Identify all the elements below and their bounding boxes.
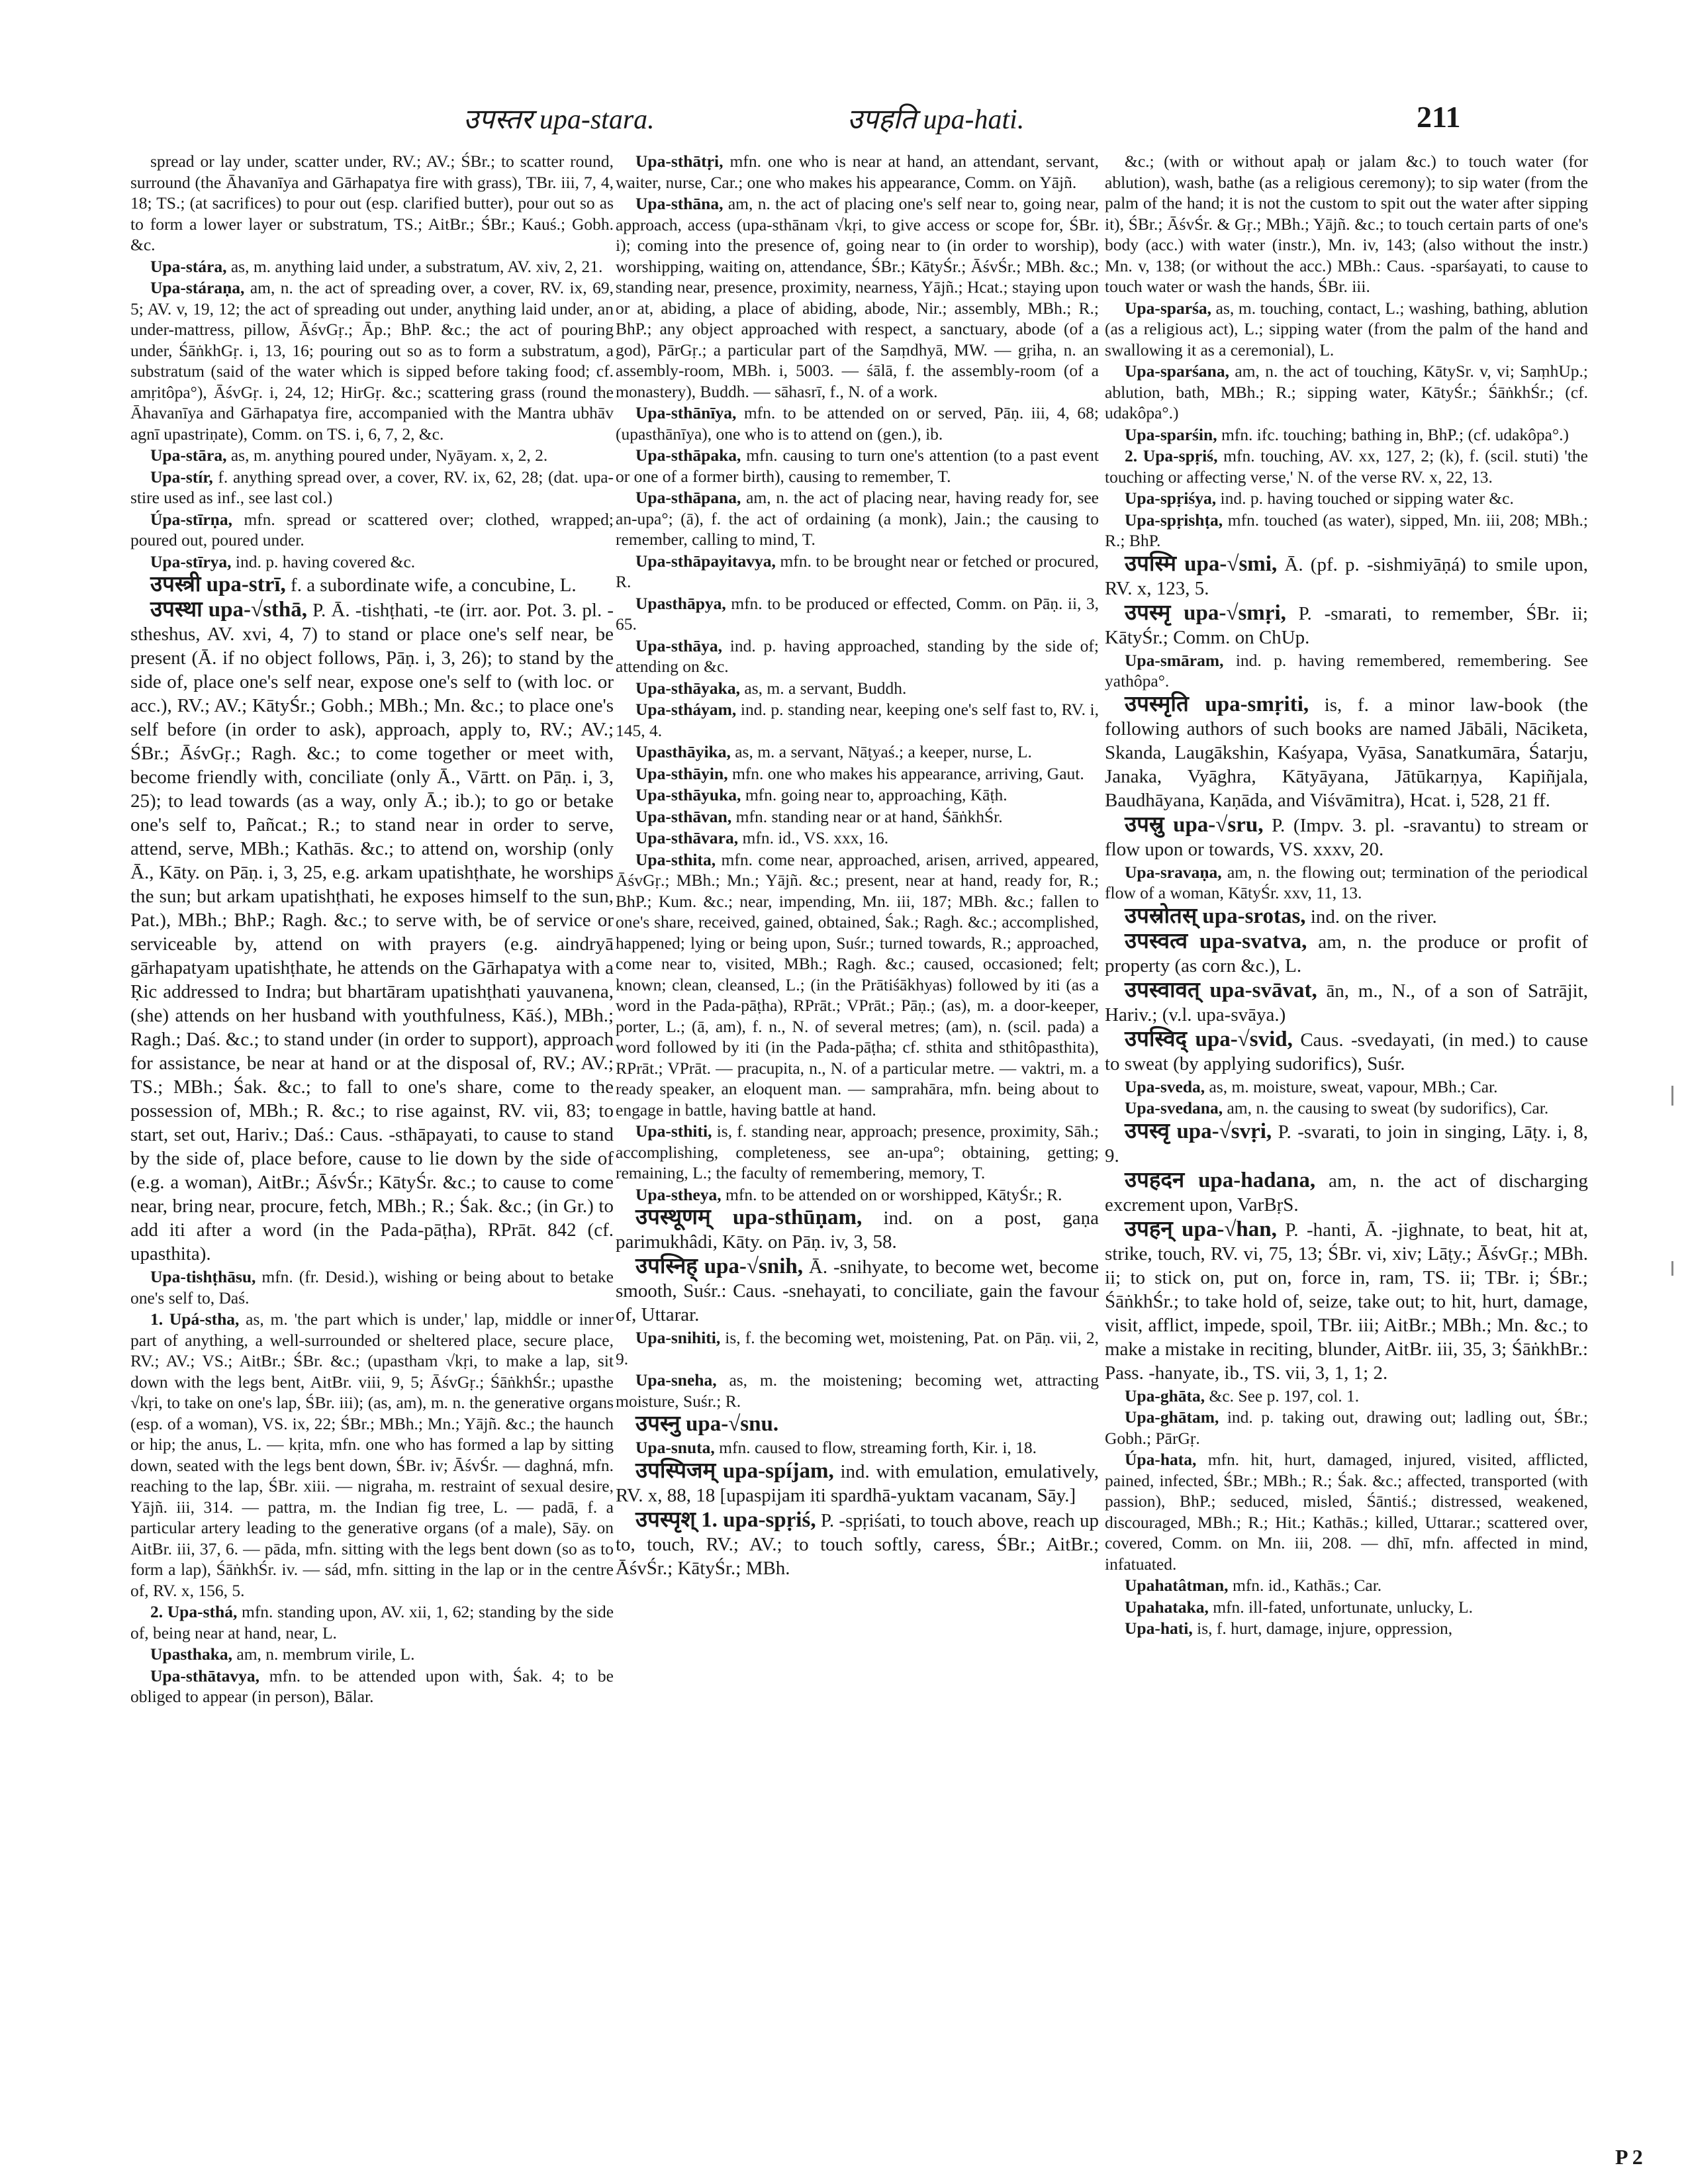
entry-definition: am, n. the act of placing one's self near to, going near, approach, access (upa-sthānam √kṛi, to give access or scope for, ŚBr. i); coming into the presence of, going near to (in order to worship), worshipping, waiting on, attendance, ŚBr.; KātyŚr.; ĀśvŚr.; MBh. &c.; standing near, presence, proximity, nearness, Yājñ.; Hcat.; staying upon or at, abiding, a place of abiding, abode, Nir.; assembly, MBh.; R.; BhP.; any object approached with respect, a sanctuary, abode (of a god), PārGṛ.; a particular part of the Saṃdhyā, MW. — gṛiha, n. an assembly-room, MBh. i, 5003. — śālā, f. the assembly-room (of a monastery), Buddh. — sāhasrī, f., N. of a work. [616,194,1099,401]
entry-definition: am, n. the act of placing near, having ready for, see an-upa°; (ā), f. the act of ordaining (a monk), Jain.; the causing to remember, calling to mind, T. [616,488,1099,549]
entry-definition: P. (Impv. 3. pl. -sravantu) to stream or flow upon or towards, VS. xxxv, 20. [1105,814,1588,860]
entry-headword: उपस्मृति upa-smṛiti, [1125,692,1309,716]
dictionary-entry [616,1255,1099,1327]
entry-headword: Upa-sparśana, [1125,361,1229,381]
entry-headword: Upa-sthāna, [635,194,724,213]
entry-headword: Upa-sthāyaka, [635,678,740,698]
dictionary-entry [1105,692,1588,812]
signature-mark: P 2 [1615,2145,1643,2169]
entry-definition: ind. on a post, gaṇa parimukhâdi, Kāty. on Pāṇ. iv, 3, 58. [616,1208,1099,1253]
dictionary-entry [1105,978,1588,1027]
entry-definition: mfn. ill-fated, unfortunate, unlucky, L. [1213,1597,1473,1617]
entry-headword: उपस्रोतस् upa-srotas, [1125,904,1306,928]
entry-definition: am, n. the flowing out; termination of the periodical flow of a woman, KātyŚr. xxv, 11, 13. [1105,862,1588,902]
entry-definition: mfn. to be brought near or fetched or procured, R. [616,551,1099,591]
dictionary-entry [1105,1407,1588,1448]
entry-definition: ān, m., N., of a son of Satrājit, Hariv.; (v.l. upa-svāya.) [1105,980,1588,1025]
entry-definition: am, n. membrum virile, L. [236,1644,415,1664]
dictionary-entry [616,1206,1099,1254]
entry-definition: P. Ā. -tishṭhati, -te (irr. aor. Pot. 3. pl. -stheshus, AV. xvi, 4, 7) to stand or place one's self near, be present (Ā. if no object follows, Pāṇ. i, 3, 26); to stand by the side of, place one's self near, expose one's self to (with loc. or acc.), RV.; AV.; KātyŚr.; Gobh.; MBh.; Mn. &c.; to place one's self before (in order to ask), approach, apply to, RV.; AV.; ŚBr.; ĀśvGṛ.; Ragh. &c.; to come together or meet with, become friendly with, conciliate (only Ā., Vārtt. on Pāṇ. i, 3, 25); to lead towards (as a way, only Ā.; ib.); to go or betake one's self to, Pañcat.; R.; to stand near in order to serve, attend, serve, MBh.; Kathās. &c.; to attend on, worship (only Ā., Kāty. on Pāṇ. i, 3, 25, e.g. arkam upatishṭhate, he worships the sun; but arkam upatishṭhati, he exposes himself to the sun, Pat.), MBh.; BhP.; Ragh. &c.; to serve with, be of service or serviceable by, attend on with prayers (e.g. aindryā gārhapatyam upatishṭhate, he attends on the Gārhapatya with a Ṛic addressed to Indra; but bhartāram upatishṭhati yauvanena, (she) attends on her husband with youthfulness, Kāś.), MBh.; Ragh.; Daś. &c.; to stand under (in order to support), approach for assistance, be near at hand or at the disposal of, RV.; AV.; TS.; MBh.; Śak. &c.; to fall to one's share, come to the possession of, MBh.; R. &c.; to rise against, RV. vii, 83; to start, set out, Hariv.; Daś.: Caus. -sthāpayati, to cause to stand by the side of, place before, cause to lie down by the side of (e.g. a woman), AitBr.; ĀśvŚr.; KātyŚr. &c.; to cause to come near, bring near, procure, fetch, MBh.; R.; Śak. &c.; (in Gr.) to add iti after a word (in the Pada-pāṭha), RPrāt. 842 (cf. upasthita). [130,600,614,1264]
dictionary-entry [130,1666,614,1707]
dictionary-entry [130,1601,614,1643]
entry-headword: Upa-snihiti, [635,1328,721,1347]
entry-definition: mfn. one who is near at hand, an attendant, servant, waiter, nurse, Car.; one who makes his appearance, Comm. on Yājñ. [616,152,1099,192]
entry-definition: P. -spṛiśati, to touch above, reach up to, touch, RV.; AV.; to touch softly, caress, ŚBr.; AitBr.; ĀśvŚr.; KātyŚr.; MBh. [616,1509,1099,1579]
entry-headword: 2. Upa-sthá, [150,1602,238,1621]
dictionary-entry [1105,904,1588,929]
running-header [463,99,1655,146]
dictionary-entry [616,403,1099,444]
entry-definition: spread or lay under, scatter under, RV.; AV.; ŚBr.; to scatter round, surround (the Āhavanīya and Gārhapatya fire with grass), TBr. iii, 7, 4, 18; TS.; (at sacrifices) to pour out (esp. clarified butter), pour out so as to form a lower layer or substratum, TS.; AitBr.; ŚBr.; Kauś.; Gobh. &c. [130,152,614,254]
entry-definition: as, m. a servant, Buddh. [744,678,907,698]
scan-mark [1671,1261,1673,1276]
dictionary-entry [1105,298,1588,361]
dictionary-entry [1105,1076,1588,1098]
entry-headword: Upa-sthāya, [635,636,723,655]
dictionary-entry [130,151,614,256]
entry-definition: f. anything spread over, a cover, RV. ix, 62, 28; (dat. upa-stire used as inf., see last col.) [130,467,614,507]
dictionary-entry [616,806,1099,828]
header-left-guide-word: उपस्तर upa-stara. [463,105,655,135]
dictionary-entry [616,741,1099,763]
entry-definition: mfn. causing to turn one's attention (to a past event or one of a former birth), causing to remember, T. [616,446,1099,486]
entry-headword: Upa-stīrya, [150,551,232,571]
dictionary-entry [130,598,614,1266]
dictionary-entry [616,828,1099,849]
dictionary-entry [616,699,1099,741]
entry-definition: mfn. one who makes his appearance, arriving, Gaut. [731,763,1084,783]
entry-definition: as, m. anything laid under, a substratum, AV. xiv, 2, 21. [230,256,603,276]
dictionary-entry [616,1508,1099,1580]
entry-definition: mfn. id., VS. xxx, 16. [742,828,889,847]
entry-headword: Upa-sthāpana, [635,488,741,507]
entry-definition: ind. p. standing near, keeping one's self fast to, RV. i, 145, 4. [616,700,1099,740]
entry-definition: ind. with emulation, emulatively, RV. x, 88, 18 [upaspijam iti spardhā-yuktam vacanam, Sāy.] [616,1460,1099,1506]
entry-definition: mfn. come near, approached, arisen, arrived, appeared, ĀśvGṛ.; MBh.; Mn.; Yājñ. &c.; present, near at hand, ready for, R.; BhP.; Kum. &c.; near, impending, Mn. iii, 187; MBh. &c.; fallen to one's share, received, gained, obtained, Śak.; Ragh. &c.; accomplished, happened; lying or being upon, Suśr.; turned towards, R.; approached, come near to, visited, MBh.; Ragh. &c.; caused, occasioned; felt; known; clean, cleansed, L.; (in the Prātiśākhyas) followed by iti (as a word in the Pada-pāṭha), RPrāt.; VPrāt.; Pāṇ.; (as), m. a door-keeper, porter, L.; (ā, am), f. n., N. of several metres; (am), n. (scil. pada) a word followed by iti (in the Pada-pāṭha; cf. sthita and sthitôpasthita), RPrāt.; VPrāt. — pracupita, n., N. of a particular metre. — vaktri, m. a ready speaker, an eloquent man. — samprahāra, mfn. being about to engage in battle, having battle at hand. [616,849,1099,1119]
dictionary-entry [1105,1597,1588,1618]
entry-headword: Upa-sparśin, [1125,424,1217,444]
entry-definition: P. -smarati, to remember, ŚBr. ii; KātyŚr.; Comm. on ChUp. [1105,602,1588,648]
entry-headword: उपहदन upa-hadana, [1125,1168,1316,1192]
entry-headword: Upa-stára, [150,256,227,276]
dictionary-entry [1105,813,1588,861]
entry-definition: as, m. a servant, Nāṭyaś.; a keeper, nurse, L. [735,742,1032,761]
entry-definition: Caus. -svedayati, (in med.) to cause to sweat (by applying sudorifics), Suśr. [1105,1029,1588,1074]
entry-headword: Upa-smāram, [1125,650,1224,670]
entry-headword: 1. Upá-stha, [150,1309,240,1329]
dictionary-entry [130,445,614,466]
dictionary-entry [130,551,614,573]
dictionary-entry [1105,1168,1588,1217]
entry-definition: as, m. the moistening; becoming wet, attracting moisture, Suśr.; R. [616,1370,1099,1411]
entry-headword: उपस्मि upa-√smi, [1125,551,1278,576]
entry-definition: P. -svarati, to join in singing, Lāṭy. i, 8, 9. [1105,1121,1588,1166]
entry-definition: is, f. hurt, damage, injure, oppression, [1197,1619,1453,1638]
entry-headword: उपस्नु upa-√snu. [635,1412,779,1436]
entry-headword: उपस्था upa-√sthā, [150,598,307,622]
dictionary-entry [130,1266,614,1308]
dictionary-entry [1105,1027,1588,1076]
dictionary-entry [1105,1098,1588,1119]
entry-headword: Úpa-hata, [1125,1450,1197,1469]
entry-definition: mfn. hit, hurt, damaged, injured, visited, afflicted, pained, infected, ŚBr.; MBh.; R.; Śak. &c.; affected, transported (with passion), BhP.; seduced, misled, Śāntiś.; distressed, weakened, discouraged, MBh.; R.; Hit.; Kathās.; killed, Uttarar.; scattered over, covered, Comm. on Mn. iii, 208. — dhī, mfn. affected in mind, infatuated. [1105,1450,1588,1574]
dictionary-entry [1105,862,1588,904]
dictionary-entry [616,593,1099,635]
entry-headword: Upa-snuta, [635,1438,715,1457]
entry-headword: Upa-tishṭhāsu, [150,1267,256,1286]
entry-headword: Upahataka, [1125,1597,1209,1617]
entry-definition: ind. p. having covered &c. [235,551,416,571]
page-number: 211 [1417,100,1461,134]
entry-headword: Upa-stír, [150,467,213,487]
dictionary-entry [1105,488,1588,509]
entry-definition: mfn. id., Kathās.; Car. [1232,1576,1382,1595]
entry-definition: mfn. standing near or at hand, ŚāṅkhŚr. [735,806,1003,826]
entry-definition: mfn. (fr. Desid.), wishing or being about to betake one's self to, Daś. [130,1267,614,1307]
dictionary-entry [130,573,614,597]
entry-definition: as, m. touching, contact, L.; washing, bathing, ablution (as a religious act), L.; sipping water (from the palm of the hand and swallowing it as a ceremonial), L. [1105,298,1588,359]
dictionary-entry [1105,424,1588,446]
entry-definition: as, m. 'the part which is under,' lap, middle or inner part of anything, a well-surrounded or sheltered place, secure place, RV.; AV.; VS.; AitBr.; ŚBr. &c.; (upastham √kṛi, to make a lap, sit down with the legs bent, AitBr. viii, 9, 5; ĀśvGṛ.; ŚāṅkhŚr.; upasthe √kṛi, to take on one's lap, ŚBr. iii); (as, am), m. n. the generative organs (esp. of a woman), VS. ix, 22; ŚBr.; MBh.; Mn.; Yājñ. &c.; the haunch or hip; the anus, L. — kṛita, mfn. one who has formed a lap by sitting down, seated with the legs bent down, ŚBr. iv; ĀśvŚr. — daghná, mfn. reaching to the lap, ŚBr. xiii. — nigraha, m. restraint of sexual desire, Yājñ. iii, 314. — pattra, m. the Indian fig tree, L. — padā, f. a particular artery leading to the generative organs (of a male), Sāy. on AitBr. iii, 37, 6. — pāda, mfn. sitting with the legs bent down (so as to form a lap), ŚāṅkhŚr. iv. — sád, mfn. sitting in the lap or in the centre of, RV. x, 156, 5. [130,1309,614,1600]
entry-headword: उपस्वत्व upa-svatva, [1125,929,1307,953]
entry-definition: mfn. caused to flow, streaming forth, Kir. i, 18. [719,1438,1037,1457]
entry-definition: mfn. to be attended on or served, Pāṇ. iii, 4, 68; (upasthānīya), one who is to attend on (gen.), ib. [616,403,1099,444]
dictionary-entry [1105,510,1588,551]
entry-definition: mfn. touching, AV. xx, 127, 2; (k), f. (scil. stuti) 'the touching or affecting verse,' N. of the verse RV. x, 22, 13. [1105,446,1588,487]
entry-definition: mfn. touched (as water), sipped, Mn. iii, 208; MBh.; R.; BhP. [1105,510,1588,550]
entry-headword: उपस्वृ upa-√svṛi, [1125,1119,1272,1143]
dictionary-entry [616,1121,1099,1184]
dictionary-entry [1105,1449,1588,1574]
entry-headword: उपस्वावत् upa-svāvat, [1125,978,1317,1002]
entry-headword: Upa-ghāta, [1125,1386,1205,1405]
entry-definition: mfn. to be attended on or worshipped, KātyŚr.; R. [726,1184,1062,1204]
dictionary-entry [1105,1217,1588,1385]
entry-headword: Upa-sthāyuka, [635,785,741,804]
entry-definition: mfn. to be produced or effected, Comm. on Pāṇ. ii, 3, 65. [616,593,1099,634]
entry-definition: P. -hanti, Ā. -jighnate, to beat, hit at, strike, touch, RV. vi, 75, 13; ŚBr. vi, xiv; Lāṭy.; ĀśvGṛ.; MBh. ii; to stick on, put on, force in, ram, TS. ii; TBr. i; ŚBr.; ŚāṅkhŚr.; to take hold of, seize, take out; to hit, hurt, damage, visit, afflict, impede, spoil, TBr. iii; AitBr.; MBh.; Mn. &c.; to make a mistake in reciting, blunder, AitBr. iii, 35, 3; ŚāṅkhBr.: Pass. -hanyate, ib., TS. vii, 3, 1, 1; 2. [1105,1219,1588,1384]
entry-headword: Upa-ghātam, [1125,1407,1219,1427]
dictionary-entry [1105,1119,1588,1168]
column-2 [616,151,1099,2134]
entry-definition: mfn. standing upon, AV. xii, 1, 62; standing by the side of, being near at hand, near, L. [130,1602,614,1642]
entry-definition: &c.; (with or without apaḥ or jalam &c.) to touch water (for ablution), wash, bathe (as a religious ceremony); to sip water (from the palm of the hand; it is not the custom to spit out the water after sipping it), ŚBr.; ĀśvŚr. & Gṛ.; MBh.; Yājñ. &c.; to touch certain parts of one's body (acc.) with water (instr.), Mn. iv, 143; (also without the instr.) Mn. v, 138; (or without the acc.) MBh.: Caus. -sparśayati, to cause to touch water or wash the hands, ŚBr. iii. [1105,152,1588,296]
entry-definition: am, n. the act of discharging excrement upon, VarBṛS. [1105,1170,1588,1215]
entry-definition: ind. p. taking out, drawing out; ladling out, ŚBr.; Gobh.; PārGṛ. [1105,1407,1588,1448]
dictionary-entry [616,763,1099,784]
dictionary-entry [1105,650,1588,692]
scan-mark [1671,1086,1673,1106]
entry-headword: Upa-sthāvan, [635,806,732,826]
dictionary-entry [1105,1386,1588,1407]
entry-headword: Upa-stheya, [635,1184,722,1204]
entry-headword: Upa-sneha, [635,1370,717,1390]
dictionary-entry [616,487,1099,550]
dictionary-entry [1105,151,1588,297]
entry-definition: f. a subordinate wife, a concubine, L. [291,575,577,596]
entry-definition: as, m. anything poured under, Nyāyam. x, 2, 2. [230,446,548,465]
entry-headword: Upa-sparśa, [1125,298,1212,318]
dictionary-entry [1105,361,1588,424]
entry-definition: Ā. -snihyate, to become wet, become smooth, Suśr.: Caus. -snehayati, to conciliate, gain the favour of, Uttarar. [616,1257,1099,1325]
entry-headword: Upahatâtman, [1125,1576,1229,1595]
entry-headword: Upasthāyika, [635,742,731,761]
entry-headword: Upa-sveda, [1125,1076,1205,1096]
entry-definition: mfn. to be attended upon with, Śak. 4; to be obliged to appear (in person), Bālar. [130,1666,614,1706]
entry-definition: am, n. the act of spreading over, a cover, RV. ix, 69, 5; AV. v, 19, 12; the act of spreading out under, anything laid under, an under-mattress, pillow, ĀśvGṛ.; Āp.; BhP. &c.; the act of pouring under, ŚāṅkhGṛ. i, 13, 16; pouring out so as to form a substratum, a substratum (said of the water which is sipped before taking food; cf. amṛitôpa°), ĀśvGṛ. i, 24, 12; HirGṛ. &c.; scattering grass (round the Āhavanīya and Gārhapatya fire, accompanied with the Mantra ubhāv agnī upastriṇate), Comm. on TS. i, 6, 7, 2, &c. [130,278,614,444]
entry-headword: Upa-sthātavya, [150,1666,260,1685]
entry-definition: is, f. a minor law-book (the following authors of such books are named Jābāli, Nāciketa, Skanda, Laugākshin, Kaśyapa, Vyāsa, Sanatkumāra, Śatarju, Janaka, Vyāghra, Kātyāyana, Jātūkarṇya, Kapiñjala, Baudhāyana, Kaṇāda, and Viśvāmitra), Hcat. i, 528, 21 ff. [1105,694,1588,811]
dictionary-entry [616,445,1099,487]
entry-definition: is, f. the becoming wet, moistening, Pat. on Pāṇ. vii, 2, 9. [616,1328,1099,1368]
dictionary-entry [616,1459,1099,1507]
dictionary-entry [616,1437,1099,1458]
entry-definition: ind. p. having touched or sipping water &c. [1220,489,1514,508]
entry-headword: उपस्पृश् 1. upa-spṛiś, [635,1507,816,1532]
entry-headword: Úpa-stīrṇa, [150,509,232,529]
dictionary-entry [616,1412,1099,1437]
entry-headword: उपस्पिजम् upa-spíjam, [635,1458,834,1483]
dictionary-entry [130,1644,614,1665]
entry-definition: am, n. the produce or profit of property (as corn &c.), L. [1105,931,1588,976]
dictionary-entry [616,1327,1099,1369]
dictionary-entry [616,1370,1099,1411]
entry-headword: Upa-spṛishṭa, [1125,510,1223,530]
entry-definition: is, f. standing near, approach; presence, proximity, Sāh.; accomplishing, completeness, see an-upa°; obtaining, getting; remaining, L.; the faculty of remembering, memory, T. [616,1121,1099,1182]
dictionary-entry [1105,1618,1588,1639]
entry-headword: उपस्त्री upa-strī, [150,573,286,596]
dictionary-entry [130,467,614,508]
entry-headword: Upa-sthiti, [635,1121,712,1141]
entry-headword: उपस्मृ upa-√smṛi, [1125,600,1286,625]
entry-headword: Upa-sthāpayitavya, [635,551,776,571]
entry-definition: am, n. the causing to sweat (by sudorifics), Car. [1227,1098,1549,1117]
entry-headword: Upa-hati, [1125,1619,1193,1638]
entry-headword: Upa-stáraṇa, [150,278,245,297]
entry-headword: 2. Upa-spṛiś, [1125,446,1218,465]
entry-headword: Upa-sthāyin, [635,763,728,783]
entry-headword: उपस्रु upa-√sru, [1125,812,1264,837]
dictionary-entry [1105,446,1588,487]
entry-headword: Upa-spṛiśya, [1125,489,1217,508]
dictionary-entry [616,849,1099,1121]
entry-headword: Upa-svedana, [1125,1098,1223,1117]
entry-definition: &c. See p. 197, col. 1. [1209,1386,1360,1405]
entry-definition: am, n. the act of touching, KātySr. v, vi; SaṃhUp.; ablution, bath, MBh.; R.; sipping water, KātyŚr.; ŚāṅkhŚr.; (cf. udakôpa°.) [1105,361,1588,422]
dictionary-entry [616,193,1099,402]
entry-headword: Upa-sthāpaka, [635,446,741,465]
entry-headword: Upa-sravaṇa, [1125,862,1222,882]
entry-headword: Upa-sthāvara, [635,828,739,847]
header-right-guide-word: उपहति upa-hati. [847,105,1025,135]
dictionary-entry [616,784,1099,806]
entry-definition: ind. p. having remembered, remembering. See yathôpa°. [1105,650,1588,690]
entry-definition: ind. p. having approached, standing by the side of; attending on &c. [616,636,1099,676]
dictionary-entry [1105,1575,1588,1596]
entry-headword: उपहन् upa-√han, [1125,1217,1277,1241]
entry-definition: mfn. going near to, approaching, Kāṭh. [745,785,1007,804]
dictionary-entry [616,1184,1099,1206]
entry-headword: उपस्निह् upa-√snih, [635,1255,803,1278]
entry-headword: Upa-sthātṛi, [635,152,724,171]
dictionary-entry [616,636,1099,677]
entry-definition: mfn. ifc. touching; bathing in, BhP.; (cf. udakôpa°.) [1221,424,1569,444]
column-1 [130,151,614,2134]
entry-definition: mfn. spread or scattered over; clothed, wrapped; poured out, poured under. [130,509,614,549]
entry-definition: Ā. (pf. p. -sishmiyāṇá) to smile upon, RV. x, 123, 5. [1105,553,1588,599]
dictionary-entry [130,256,614,277]
entry-headword: Upa-stāra, [150,446,227,465]
entry-headword: Upa-stháyam, [635,700,737,719]
dictionary-entry [616,678,1099,699]
entry-headword: Upa-sthita, [635,849,716,869]
dictionary-entry [130,509,614,551]
entry-headword: Upa-sthānīya, [635,403,737,422]
entry-definition: ind. on the river. [1310,906,1437,927]
dictionary-entry [616,151,1099,193]
dictionary-entry [1105,552,1588,600]
entry-definition: as, m. moisture, sweat, vapour, MBh.; Car. [1209,1076,1498,1096]
entry-headword: उपस्थूणम् upa-sthūṇam, [635,1206,863,1229]
entry-headword: उपस्विद् upa-√svid, [1125,1027,1293,1051]
entry-headword: Upasthaka, [150,1644,233,1664]
dictionary-entry [1105,929,1588,978]
dictionary-entry [616,551,1099,593]
dictionary-entry [130,1309,614,1601]
dictionary-entry [1105,601,1588,649]
column-3 [1105,151,1588,2134]
entry-headword: Upasthāpya, [635,593,726,613]
dictionary-entry [130,277,614,444]
